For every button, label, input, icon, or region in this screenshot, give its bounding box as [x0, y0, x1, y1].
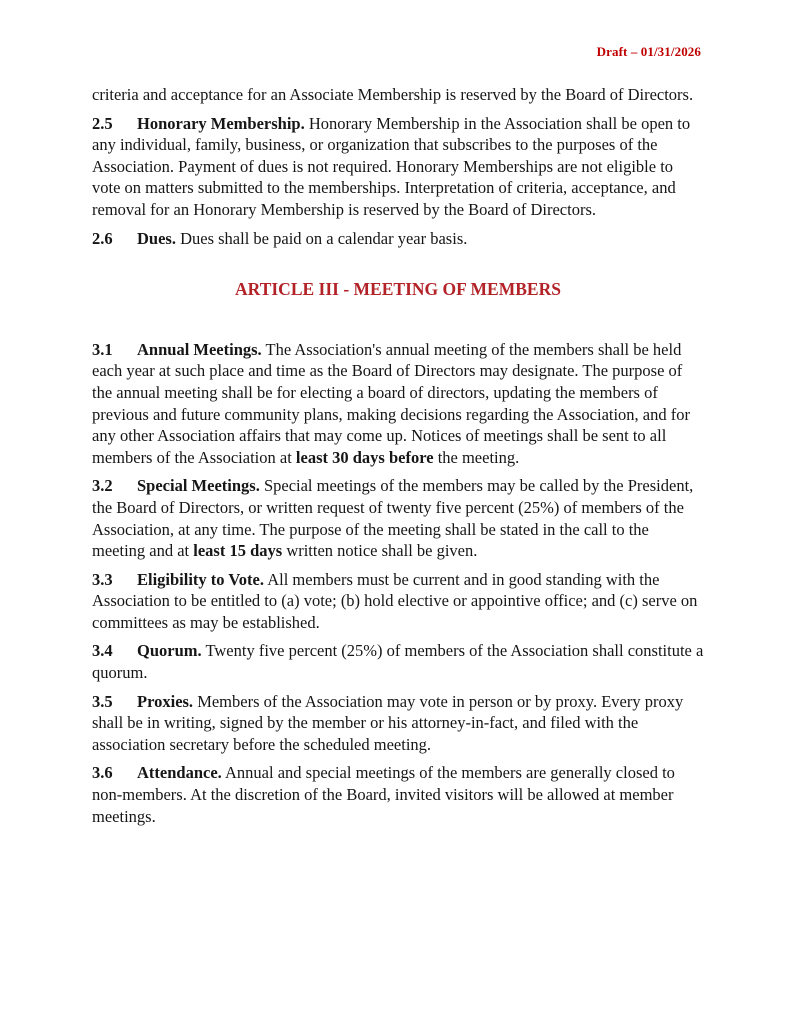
section-number: 3.5 [92, 691, 113, 711]
text-run: the meeting. [433, 447, 520, 467]
section-number: 2.5 [92, 113, 113, 133]
section-paragraph-2.6 [92, 228, 704, 250]
section-title: Quorum. [137, 641, 202, 661]
section-title: Eligibility to Vote. [137, 569, 264, 589]
section-paragraph-3.1 [92, 339, 704, 469]
section-title: Attendance. [137, 763, 222, 783]
section-number: 3.6 [92, 763, 113, 783]
text-run: Annual and special meetings of the members are generally closed to non-members. At the discretion of the Board, invited visitors will be allowed at member meetings. [92, 763, 675, 826]
section-title: Dues. [137, 228, 176, 248]
section-title: Special Meetings. [137, 476, 260, 496]
text-run: The Association's annual meeting of the members shall be held each year at such place and time as the Board of Directors may designate. The purpose of the annual meeting shall be for electing a board of directors, updating the members of previous and future community plans, making decisions regarding the Association, and for any other Association affairs that may come up. Notices of meetings shall be sent to all members of the Association at [92, 339, 690, 467]
draft-date-stamp: Draft – 01/31/2026 [596, 44, 701, 59]
section-number: 3.3 [92, 569, 113, 589]
emphasized-text-run: least 30 days before [295, 447, 434, 467]
article-heading: ARTICLE III - MEETING OF MEMBERS [235, 279, 561, 300]
section-number: 3.2 [92, 476, 113, 496]
text-run: Members of the Association may vote in person or by proxy. Every proxy shall be in writing, signed by the member or his attorney-in-fact, and filed with the association secretary before the scheduled meeting. [92, 691, 684, 754]
text-run: Twenty five percent (25%) of members of the Association shall constitute a quorum. [92, 641, 704, 683]
section-paragraph-2.5 [92, 113, 704, 221]
section-paragraph-3.3 [92, 569, 704, 634]
section-number: 3.4 [92, 641, 113, 661]
section-paragraph-3.2 [92, 475, 704, 561]
section-title: Honorary Membership. [137, 113, 305, 133]
text-run: Dues shall be paid on a calendar year basis. [180, 228, 468, 248]
continuation-paragraph [92, 84, 704, 106]
text-run: Honorary Membership in the Association shall be open to any individual, family, business, or organization that subscribes to the purposes of the Association. Payment of dues is not required. Honorary Memberships are not eligible to vote on matters submitted to the memberships. Interpretation of criteria, acceptance, and removal for an Honorary Membership is reserved by the Board of Directors. [92, 113, 691, 219]
text-run: All members must be current and in good standing with the Association to be entitled to (a) vote; (b) hold elective or appointive office; and (c) serve on committees as may be established. [92, 569, 698, 632]
section-title: Proxies. [137, 691, 194, 711]
section-paragraph-3.4 [92, 640, 704, 683]
text-run: Special meetings of the members may be called by the President, the Board of Directors, or written request of twenty five percent (25%) of members of the Association, at any time. The purpose of the meeting shall be stated in the call to the meeting and at [92, 476, 694, 561]
section-paragraph-3.5 [92, 691, 704, 756]
section-paragraph-3.6 [92, 762, 704, 827]
document-body [92, 84, 704, 834]
section-title: Annual Meetings. [137, 339, 262, 359]
emphasized-text-run: least 15 days [193, 541, 283, 561]
section-number: 3.1 [92, 339, 113, 359]
text-run: written notice shall be given. [282, 541, 478, 561]
section-number: 2.6 [92, 228, 113, 248]
text-run: criteria and acceptance for an Associate Membership is reserved by the Board of Directors. [92, 85, 694, 104]
